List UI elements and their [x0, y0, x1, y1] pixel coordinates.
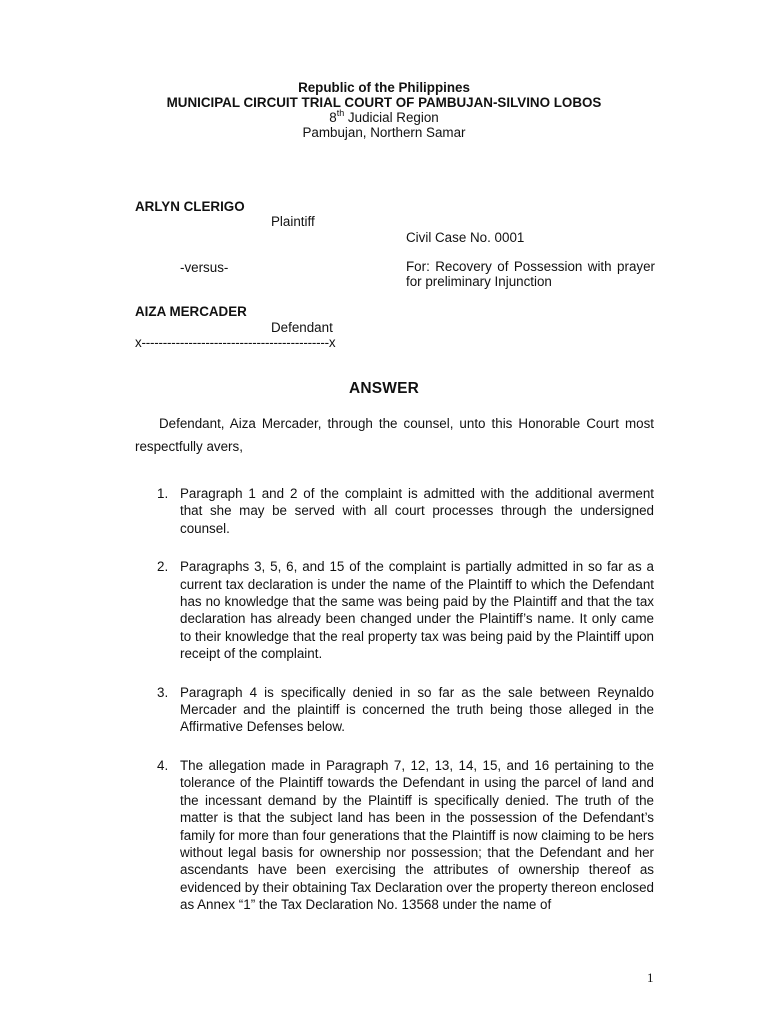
- item-text: Paragraph 4 is specifically denied in so far as the sale between Reynaldo Mercader and the plaintiff is concerned the truth being those alleged in the Affirmative Defenses below.: [180, 684, 654, 735]
- header-region: [0, 107, 768, 125]
- item-number: 3.: [157, 684, 169, 700]
- item-number: 2.: [157, 559, 169, 575]
- header-court-name: MUNICIPAL CIRCUIT TRIAL COURT OF PAMBUJAN-SILVINO LOBOS: [166, 95, 602, 110]
- region-suffix: th: [336, 107, 345, 118]
- header-republic: Republic of the Philippines: [298, 80, 470, 95]
- plaintiff-label: Plaintiff: [271, 214, 315, 229]
- intro-paragraph: Defendant, Aiza Mercader, through the counsel, unto this Honorable Court most respectfully avers,: [135, 416, 654, 454]
- page-number: 1: [647, 970, 654, 985]
- case-number: Civil Case No. 0001: [406, 230, 525, 245]
- versus-label: -versus-: [180, 260, 229, 275]
- region-number: 8: [329, 110, 337, 125]
- defendant-name: AIZA MERCADER: [135, 304, 247, 319]
- list-item: [135, 558, 654, 662]
- case-subject: For: Recovery of Possession with prayer for preliminary Injunction: [406, 259, 655, 289]
- item-text: The allegation made in Paragraph 7, 12, 13, 14, 15, and 16 pertaining to the tolerance of the Plaintiff towards the Defendant in using the parcel of land and the incessant demand by the Plaintiff is specifically denied. The truth of the matter is that the subject land has been in the possession of the Defendant’s family for more than four generations that the Plaintiff is now claiming to be hers without legal basis for ownership nor possession; that the Defendant and her ascendants have been exercising the attributes of ownership thereof as evidenced by their obtaining Tax Declaration over the property thereon enclosed as Annex “1” the Tax Declaration No. 13568 under the name of: [180, 757, 654, 913]
- header-location: Pambujan, Northern Samar: [302, 125, 466, 140]
- document-title: ANSWER: [348, 380, 420, 397]
- item-text: Paragraphs 3, 5, 6, and 15 of the complaint is partially admitted in so far as a current tax declaration is under the name of the Plaintiff to which the Defendant has no knowledge that the same was being paid by the Plaintiff and that the tax declaration has already been changed under the Plaintiff’s name. It only came to their knowledge that the real property tax was being paid by the Plaintiff upon receipt of the complaint.: [180, 559, 654, 662]
- list-item: [135, 485, 654, 537]
- caption-divider: x--------------------------------------------x: [135, 335, 336, 350]
- item-number: 1.: [157, 486, 169, 501]
- item-text: Paragraph 1 and 2 of the complaint is admitted with the additional averment that she may be served with all court processes through the undersigned counsel.: [180, 486, 654, 536]
- numbered-allegations: [135, 485, 654, 935]
- plaintiff-name: ARLYN CLERIGO: [135, 199, 245, 214]
- defendant-label: Defendant: [271, 320, 333, 335]
- item-number: 4.: [157, 757, 169, 773]
- list-item: [135, 684, 654, 736]
- region-text: Judicial Region: [344, 110, 439, 125]
- list-item: [135, 757, 654, 914]
